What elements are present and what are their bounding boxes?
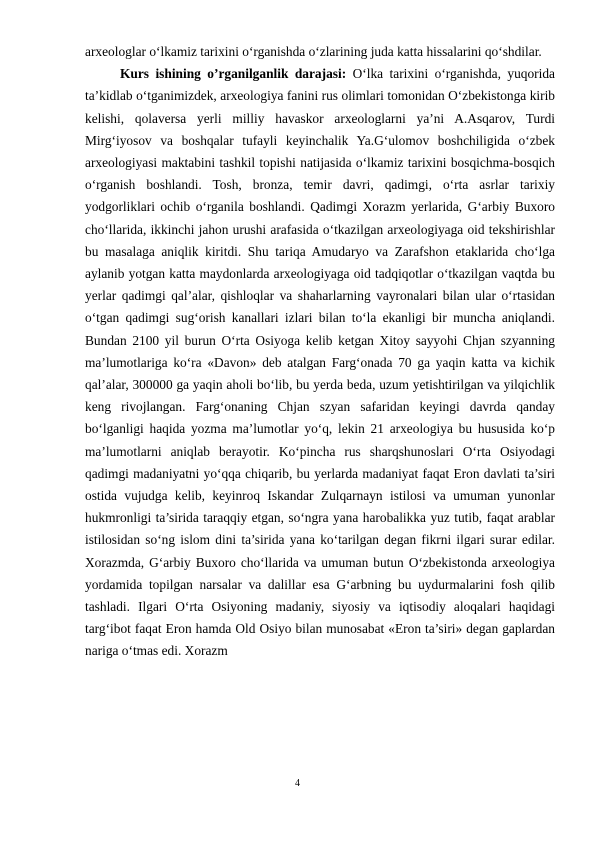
paragraph-body: O‘lka tarixini o‘rganishda, yuqorida ta’kidlab o‘tganimizdek, arxeologiya fanini rus olimlari tomonidan O‘zbekistonga kirib kelishi, qolaversa yerli milliy havaskor arxeologlarni ya’ni A.Asqarov, Turdi Mirg‘iyosov va boshqalar tufayli keyinchalik Ya.G‘ulomov boshchiligida o‘zbek arxeologiyasi maktabini tashkil topishi natijasida o‘lkamiz tarixini bosqichma-bosqich o‘rganish boshlandi. Tosh, bronza, temir davri, qadimgi, o‘rta asrlar tarixiy yodgorliklari ochib o‘rganila boshlandi. Qadimgi Xorazm yerlarida, G‘arbiy Buxoro cho‘llarida, ikkinchi jahon urushi arafasida o‘tkazilgan arxeologiyaga oid tekshirishlar bu masalaga aniqlik kiritdi. Shu tariqa Amudaryo va Zarafshon etaklarida cho‘lga aylanib yotgan katta maydonlarda arxeologiyaga oid tadqiqotlar o‘tkazilgan vaqtda bu yerlar qadimgi qal’alar, qishloqlar va shaharlarning vayronalari bilan ular o‘rtasidan o‘tgan qadimgi sug‘orish kanallari izlari bilan to‘la ekanligi bir muncha aniqlandi. Bundan 2100 yil burun O‘rta Osiyoga kelib ketgan Xitoy sayyohi Chjan szyanning ma’lumotlariga ko‘ra «Davon» deb atalgan Farg‘onada 70 ga yaqin katta va kichik qal’alar, 300000 ga yaqin aholi bo‘lib, bu yerda beda, uzum yetishtirilgan va yilqichlik keng rivojlangan. Farg‘onaning Chjan szyan safaridan keyingi davrda qanday bo‘lganligi haqida yozma ma’lumotlar yo‘q, lekin 21 arxeologiya bu hususida ko‘p ma’lumotlarni aniqlab berayotir. Ko‘pincha rus sharqshunoslari O‘rta Osiyodagi qadimgi madaniyatni yo‘qqa chiqarib, bu yerlarda madaniyat faqat Eron davlati ta’siri ostida vujudga kelib, keyinroq Iskandar Zulqarnayn istilosi va umuman yunonlar hukmronligi ta’sirida taraqqiy etgan, so‘ngra yana harobalikka yuz tutib, faqat arablar istilosidan so‘ng islom dini ta’sirida yana ko‘tarilgan degan fikrni ilgari surar edilar. Xorazmda, G‘arbiy Buxoro cho‘llarida va umuman butun O‘zbekistonda arxeologiya yordamida topilgan narsalar va dalillar esa G‘arbning bu uydurmalarini fosh qilib tashladi. Ilgari O‘rta Osiyoning madaniy, siyosiy va iqtisodiy aloqalari haqidagi targ‘ibot faqat Eron hamda Old Osiyo bilan munosabat «Eron ta’siri» degan gaplardan nariga o‘tmas edi. Xorazm	[85, 66, 555, 659]
section-heading-inline: Kurs ishining o’rganilganlik darajasi:	[120, 66, 347, 82]
page-number: 4	[295, 778, 300, 789]
body-text	[85, 41, 555, 663]
paragraph-continuation: arxeologlar o‘lkamiz tarixini o‘rganishda o‘zlarining juda katta hissalarini qo‘shdilar.	[85, 44, 542, 59]
paragraph-research-level	[85, 63, 555, 662]
